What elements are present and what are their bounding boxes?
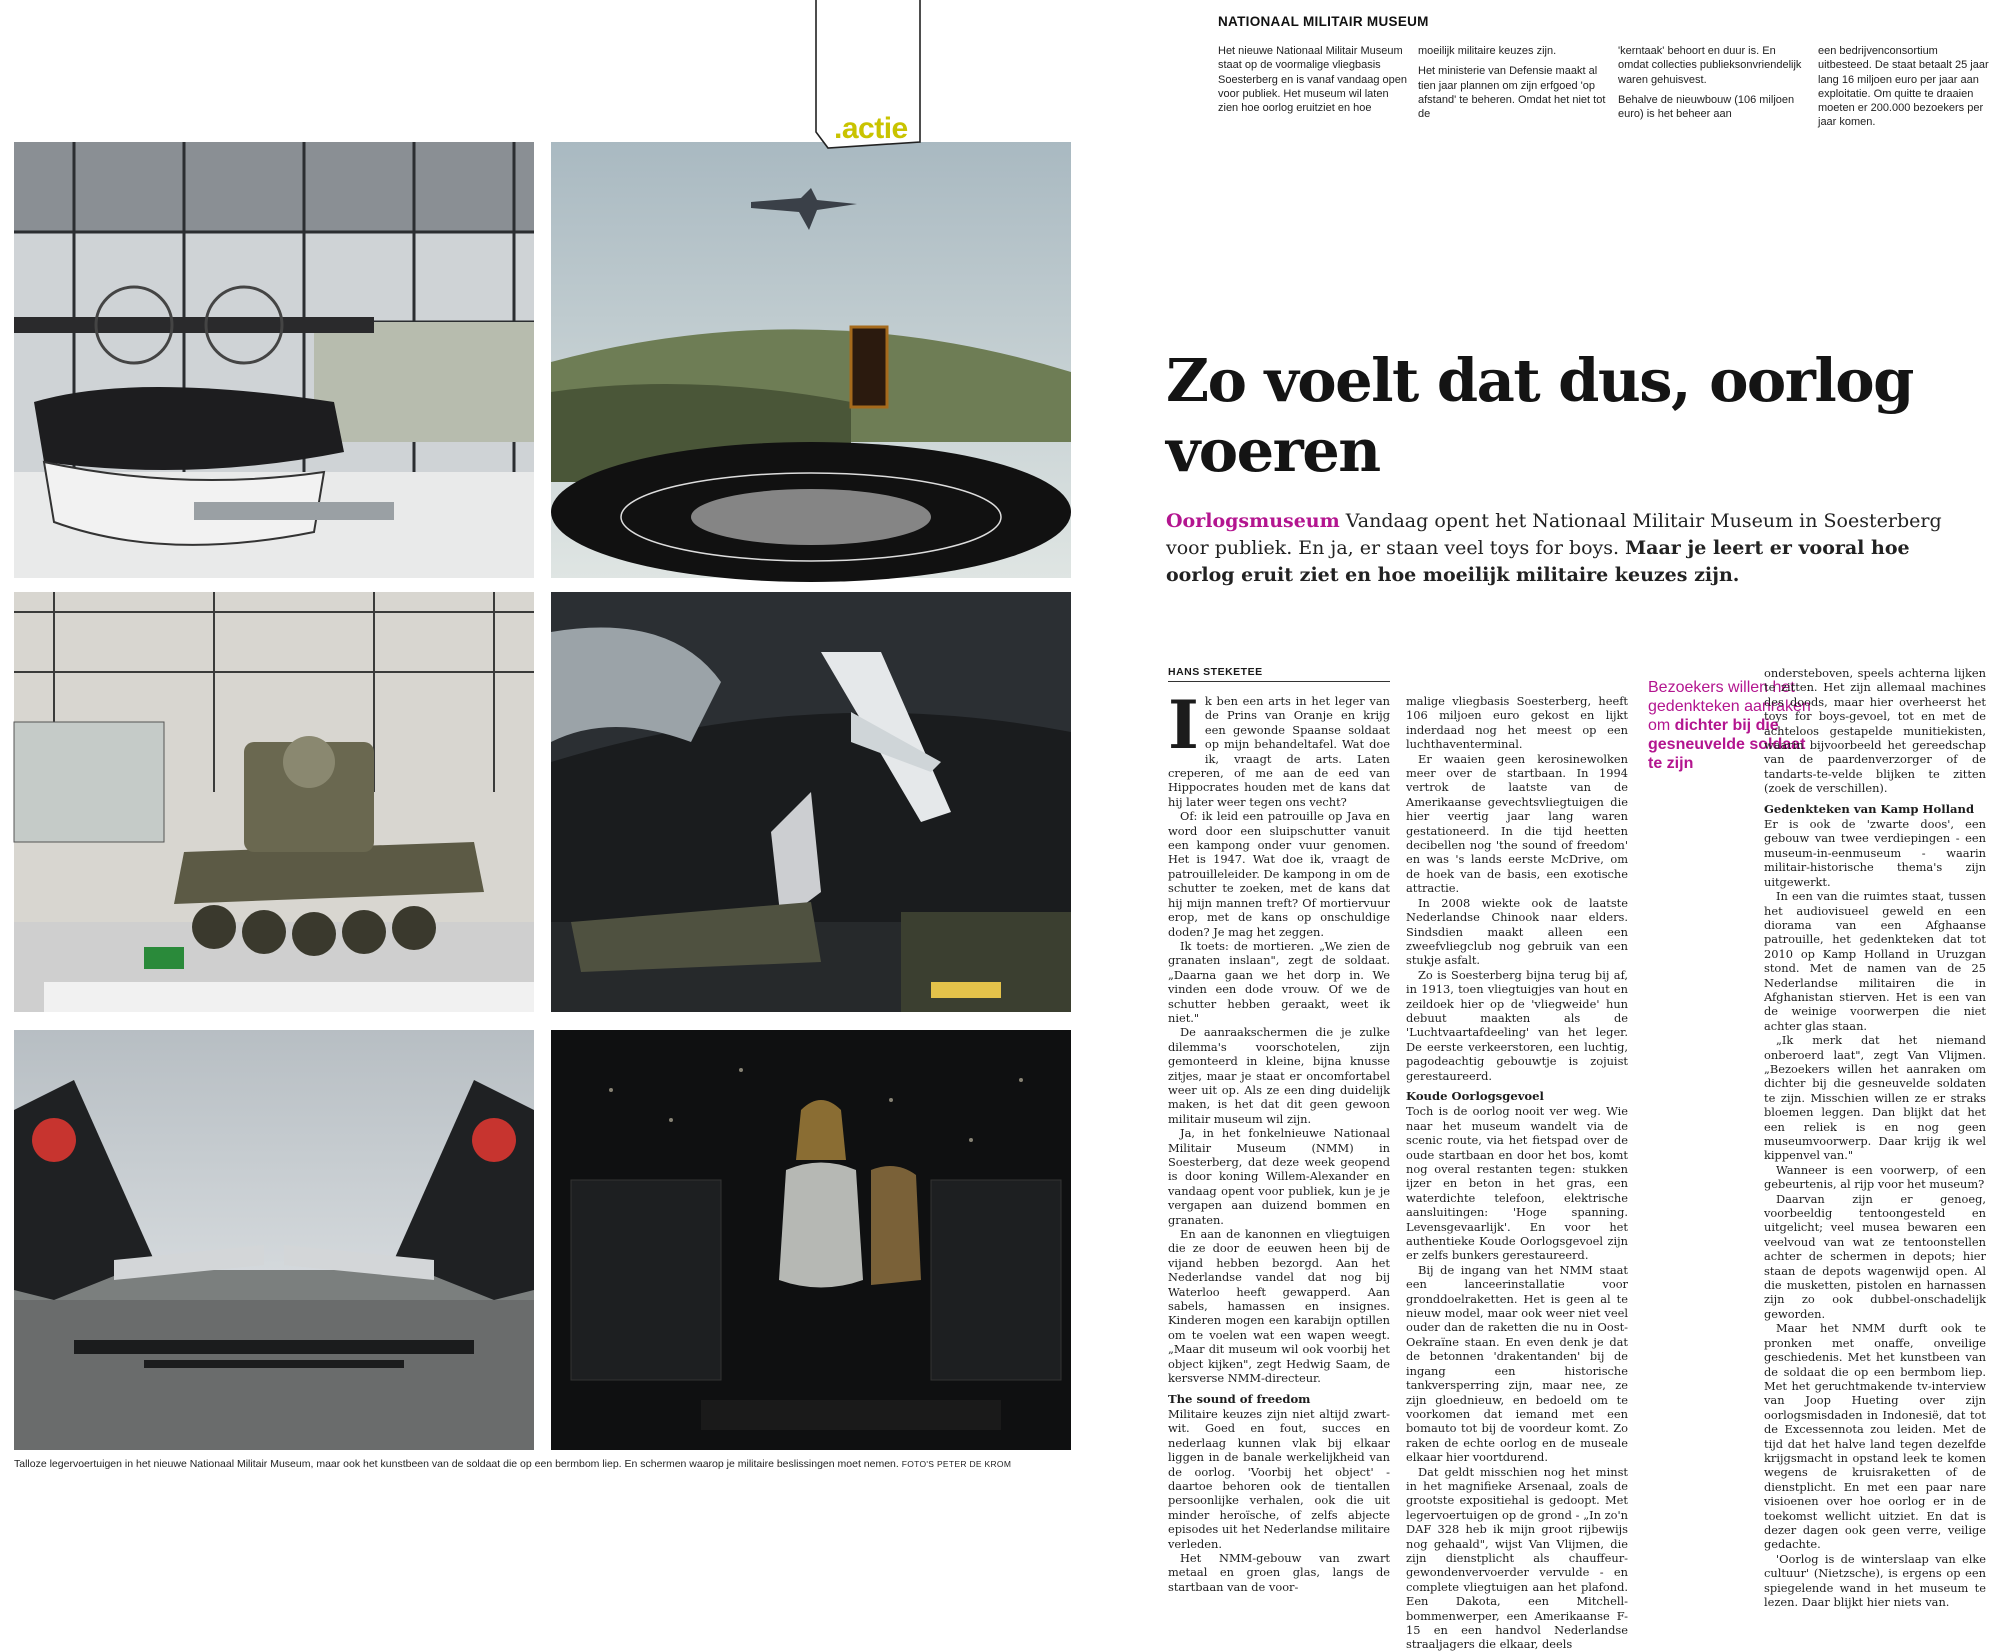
intro-bold-text: Maar je leert er vooral hoe oorlog eruit ziet en hoe moeilijk militaire keuzes zijn. [1166,537,1910,586]
byline-divider [1168,681,1390,682]
body-paragraph: Er is ook de 'zwarte doos', een gebouw van twee verdiepingen - een museum-in-eenmuseum - waarin militair-historische thema's zijn uitgewerkt. [1764,817,1986,889]
lead-paragraph: Ik ben een arts in het leger van de Prins van Oranje en krijg een gewonde Spaanse soldaat op mijn behandeltafel. Wat doe ik, vraagt de arts. Laten creperen, of me aan de eed van Hippocrates houden met de kans dat hij later weer tegen ons vecht? [1168,686,1390,809]
body-paragraph: Daarvan zijn er genoeg, voorbeeldig tentoongesteld en uitgelicht; veel musea bewaren een veelvoud van wat ze tentoonstellen achter de schermen in depots; hier staan de depots wagenwijd open. Al die musketten, pistolen en harnassen zijn zo ook dubbel-onschadelijk geworden. [1764,1191,1986,1321]
infobox-paragraph: moeilijk militaire keuzes zijn. [1418,45,1557,57]
photo-antiaircraft-tank [14,592,534,1012]
body-paragraph: En aan de kanonnen en vliegtuigen die ze door de eeuwen heen bij de vijand hebben bezorgd. Aan het Nederlandse vandel dat nog bij Waterloo heeft gewapperd. Aan sabels, hamassen en insignes. Kinderen mogen een karabijn optillen om te voelen wat een wapen weegt. „Maar dit museum wil ook voorbij het object kijken", zegt Hedwig Saam, de kersverse NMM-directeur. [1168,1227,1390,1386]
body-paragraph: Bij de ingang van het NMM staat een lanceerinstallatie voor gronddoelraketten. Het is geen al te nieuw model, maar ook weer niet veel ouder dan de raketten die nu in Oost-Oekraïne staan. En even denk je dat de betonnen 'drakentanden' bij de ingang een historische tankversperring zijn, maar nee, ze zijn gloednieuw, en bedoeld om te voorkomen dat iemand met een bomauto tot bij de voordeur komt. Zo raken de echte oorlog en de museale elkaar hier voortdurend. [1406,1262,1628,1465]
body-paragraph: Ja, in het fonkelnieuwe Nationaal Militair Museum (NMM) in Soesterberg, dat deze week geopend is door koning Willem-Alexander en vandaag opent voor publiek, kun je je vergapen aan duizend bommen en granaten. [1168,1126,1390,1227]
subheading: The sound of freedom [1168,1391,1311,1406]
body-paragraph: Maar het NMM durft ook te pronken met onaffe, onveilige geschiedenis. Met het kunstbeen van de soldaat die op een bermbom liep. Met het geruchtmakende tv-interview van Joop Hueting over zijn oorlogsmisdaden in Indonesië, dat tot de Excessennota zou leiden. Met de tijd dat het halve land tegen dezelfde krijgsmacht in opstand leek te komen wegens de kruisraketten of de dienstplicht. En met een paar nare visioenen over hoe oorlog er in de toekomst wellicht uitziet. En dat is dezer dagen ook geen verre, veilige gedachte. [1764,1321,1986,1552]
infobox-paragraph: Behalve de nieuwbouw (106 miljoen euro) is het beheer aan [1618,93,1795,121]
body-paragraph: Ik toets: de mortieren. „We zien de granaten inslaan", zegt de soldaat. „Daarna gaan we het dorp in. We vinden een dode vrouw. Of we de schutter hebben geraakt, weet ik niet." [1168,938,1390,1025]
body-paragraph: De aanraakschermen die je zulke dilemma's voorschotelen, zijn gemonteerd in kleine, bijna knusse zitjes, maar je staat er oncomfortabel weer uit op. Als ze een ding duidelijk maken, is het dat dit geen gewoon militair museum wil zijn. [1168,1025,1390,1126]
body-paragraph: 'Oorlog is de winterslaap van elke cultuur' (Nietzsche), is ergens op een spiegelende wand in het museum te lezen. Daar blijkt hier niets van. [1764,1551,1986,1609]
section-tag: .actie [834,112,908,145]
subheading: Koude Oorlogsgevoel [1406,1088,1544,1103]
body-paragraph: Er waaien geen kerosinewolken meer over de startbaan. In 1994 vertrok de laatste van de Amerikaanse gevechtsvliegtuigen die hier veertig jaar lang waren gestationeerd. In die tijd heetten decibellen nog 'the sound of freedom' en was 's lands eerste McDrive, om de hoek van de basis, een exotische attractie. [1406,751,1628,896]
body-paragraph: Of: ik leid een patrouille op Java en word door een sluipschutter vanuit een kampong onder vuur genomen. Het is 1947. Wat doe ik, vraagt de patrouilleleider. De kampong in om de schutter te zoeken, met de kans dat hij mijn mannen treft? Of mortiervuur erop, met de kans op onschuldige doden? Je mag het zeggen. [1168,809,1390,939]
infobox-paragraph: Het nieuwe Nationaal Militair Museum staat op de voormalige vliegbasis Soesterberg en is vanaf vandaag open voor publiek. Het museum wil laten zien hoe oorlog eruitziet en hoe [1218,45,1407,115]
body-column-3 [1764,666,1986,1609]
photo-missile-launcher [14,1030,534,1450]
photo-credit: FOTO'S PETER DE KROM [901,1459,1012,1469]
photo-caption: Talloze legervoertuigen in het nieuwe Nationaal Militair Museum, maar ook het kunstbeen van de soldaat die op een bermbom liep. En schermen waarop je militaire beslissingen moet nemen. FOTO'S PETER DE KROM [14,1458,1012,1470]
body-paragraph: In een van die ruimtes staat, tussen het audiovisueel geweld en een diorama van een Afghaanse patrouille, het gedenkteken dat tot 2010 op Kamp Holland in Uruzgan stond. Met de namen van de 25 Nederlandse militairen die in Afghanistan stierven. Het is een van de weinige voorwerpen die niet achter glas staan. [1764,889,1986,1033]
body-paragraph: Dat geldt misschien nog het minst in het magnifieke Arsenaal, zoals de grootste expositiehal is gedoopt. Met legervoertuigen op de grond - „In zo'n DAF 328 heb ik mijn groot rijbewijs nog gehaald", wijst Van Vlijmen, die zijn dienstplicht als chauffeur-gewondenvervoerder vervulde - en complete vliegtuigen aan het plafond. Een Dakota, een Mitchell-bommenwerper, een Amerikaanse F-15 en een handvol Nederlandse straaljagers die elkaar, deels [1406,1464,1628,1652]
dropcap: I [1168,686,1199,764]
photo-aircraft-hall [551,592,1071,1012]
intro-kicker: Oorlogsmuseum [1166,510,1340,532]
article-headline: Zo voelt dat dus, oorlog voeren [1166,346,1913,485]
infobox-col-3 [1618,44,1808,127]
photo-grid [0,0,1075,1482]
photo-seaplane-hall [14,142,534,578]
intro-text: Vandaag opent het Nationaal Militair Museum in Soesterberg voor publiek. En ja, er staan veel toys for boys. [1166,510,1942,559]
body-paragraph: Militaire keuzes zijn niet altijd zwart-wit. Goed en fout, succes en nederlaag kunnen vlak bij elkaar liggen in de banale werkelijkheid van de oorlog. 'Voorbij het object' - daartoe behoren ook de tientallen persoonlijke verhalen, ook die uit minder heroïsche, of zelfs abjecte episodes uit het Nederlandse militaire verleden. [1168,1406,1390,1551]
body-paragraph: ondersteboven, speels achterna lijken te zitten. Het zijn allemaal machines des doods, maar hier overheerst het toys for boys-gevoel, tot en met de achteloos gestapelde munitiekisten, waarin bijvoorbeeld het gereedschap van de paardenverzorger of de tandarts-te-velde blijken te zitten (zoek de verschillen). [1764,666,1986,796]
infobox-paragraph: Het ministerie van Defensie maakt al tien jaar plannen om zijn erfgoed 'op afstand' te beheren. Omdat het niet tot de [1418,65,1606,121]
photo-armour-display [551,1030,1071,1450]
body-paragraph: „Ik merk dat het niemand onberoerd laat", zegt Van Vlijmen. „Bezoekers willen het aanraken om dichter bij die gesneuvelde soldaten te zijn. Misschien willen ze er straks bloemen leggen. Dan blijkt dat het een reliek is en nog geen museumvoorwerp. Daar krijg ik wel kippenvel van." [1764,1033,1986,1163]
infobox-paragraph: een bedrijvenconsortium uitbesteed. De staat betaalt 25 jaar lang 16 miljoen euro per jaar aan exploitatie. Om quitte te draaien moeten er 200.000 bezoekers per jaar komen. [1818,45,1989,129]
body-paragraph: Zo is Soesterberg bijna terug bij af, in 1913, toen vliegtuigjes van hout en zeildoek hier op de 'vliegweide' hun debuut maakten als de 'Luchtvaartafdeeling' van het leger. De eerste verkeerstoren, een luchtig, pagodeachtig gebouwtje is zojuist gerestaureerd. [1406,967,1628,1083]
infobox-col-4 [1818,44,1994,136]
photo-dome-panorama [551,142,1071,578]
body-column-1 [1168,686,1390,1594]
infobox-paragraph: 'kerntaak' behoort en duur is. En omdat collecties publieksonvriendelijk waren gehuisvest. [1618,45,1802,86]
byline: HANS STEKETEE [1168,666,1263,678]
subheading: Gedenkteken van Kamp Holland [1764,801,1975,816]
body-paragraph: Wanneer is een voorwerp, of een gebeurtenis, al rijp voor het museum? [1764,1162,1986,1192]
body-paragraph: malige vliegbasis Soesterberg, heeft 106 miljoen euro gekost en lijkt inderdaad nog het meest op een luchthaventerminal. [1406,694,1628,752]
pull-quote-bold: dichter bij die gesneuvelde soldaat te zijn [1648,717,1806,772]
infobox-title: NATIONAAL MILITAIR MUSEUM [1218,14,1429,29]
body-column-2 [1406,694,1628,1652]
body-paragraph: Het NMM-gebouw van zwart metaal en groen glas, langs de startbaan van de voor- [1168,1550,1390,1594]
infobox-col-2 [1418,44,1608,127]
pull-quote-text: Bezoekers willen het gedenkteken aanraken om [1648,679,1811,734]
article-intro [1166,508,1966,589]
infobox-col-1 [1218,44,1408,121]
body-paragraph: In 2008 wiekte ook de laatste Nederlandse Chinook naar elders. Sindsdien maakt alleen een zweefvliegclub nog gebruik van een stukje asfalt. [1406,895,1628,968]
body-paragraph: Toch is de oorlog nooit ver weg. Wie naar het museum wandelt via de scenic route, via het fietspad over de oude startbaan en door het bos, komt nog overal restanten tegen: stukken ijzer en beton in het gras, een waterdichte telefoon, elektrische aansluitingen: 'Hoge spanning. Levensgevaarlijk'. En voor het authentieke Koude Oorlogsgevoel zijn er zelfs bunkers gerestaureerd. [1406,1104,1628,1263]
